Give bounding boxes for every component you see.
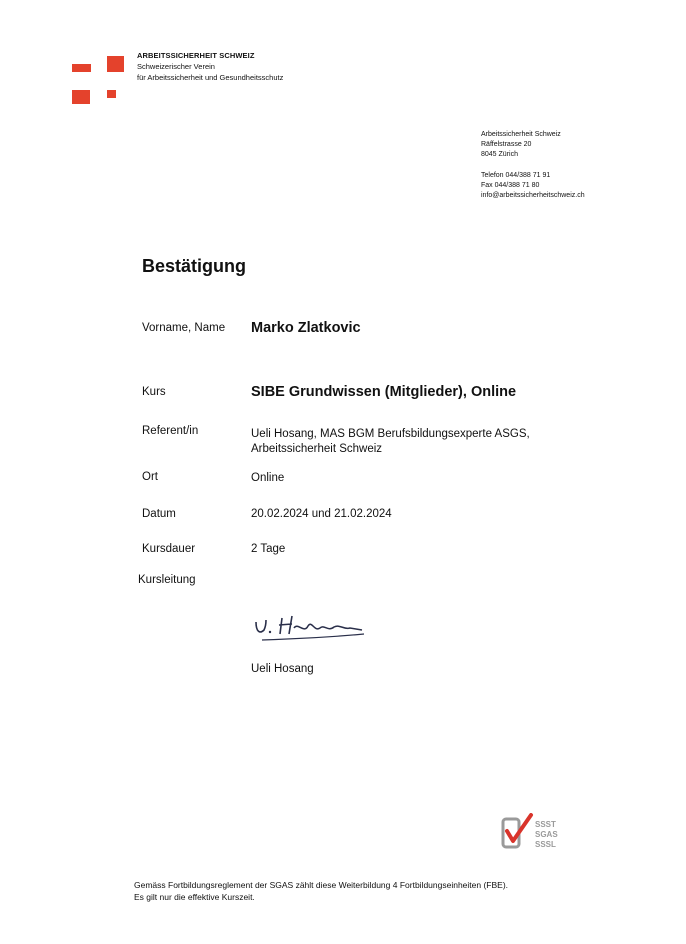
stamp-line-2: SGAS (535, 830, 558, 839)
course-value: SIBE Grundwissen (Mitglieder), Online (251, 384, 517, 400)
signature-image (252, 608, 372, 648)
footer-note-1: Gemäss Fortbildungsreglement der SGAS zählt diese Weiterbildung 4 Fortbildungseinheiten (FBE). (134, 880, 509, 890)
address-fax: Fax 044/388 71 80 (481, 182, 540, 189)
duration-value: 2 Tage (251, 543, 286, 555)
sgas-certification-logo (501, 813, 565, 853)
signatory-name: Ueli Hosang (251, 663, 314, 675)
referent-label: Referent/in (142, 425, 199, 437)
name-value: Marko Zlatkovic (251, 320, 361, 336)
referent-value-1: Ueli Hosang, MAS BGM Berufsbildungsexperte ASGS, (251, 428, 530, 440)
date-value: 20.02.2024 und 21.02.2024 (251, 508, 392, 520)
footer-note-2: Es gilt nur die effektive Kurszeit. (134, 892, 255, 902)
address-line-1: Arbeitssicherheit Schweiz (481, 131, 561, 138)
duration-label: Kursdauer (142, 543, 196, 555)
address-phone: Telefon 044/388 71 91 (481, 172, 551, 179)
logo-square (107, 56, 124, 72)
location-value: Online (251, 472, 285, 484)
logo-square (107, 90, 116, 98)
date-label: Datum (142, 508, 176, 520)
logo-square (72, 64, 91, 72)
course-lead-label: Kursleitung (138, 574, 196, 586)
logo-square (72, 90, 90, 104)
course-label: Kurs (142, 386, 166, 398)
document-title: Bestätigung (142, 256, 247, 276)
address-line-2: Räffelstrasse 20 (481, 141, 532, 148)
stamp-line-3: SSSL (535, 840, 556, 849)
org-subtitle-1: Schweizerischer Verein (137, 62, 215, 71)
org-subtitle-2: für Arbeitssicherheit und Gesundheitsschutz (137, 73, 284, 82)
stamp-line-1: SSST (535, 820, 556, 829)
referent-value-2: Arbeitssicherheit Schweiz (251, 443, 383, 455)
address-email: info@arbeitssicherheitschweiz.ch (481, 192, 585, 199)
name-label: Vorname, Name (142, 322, 226, 334)
location-label: Ort (142, 471, 158, 483)
address-line-3: 8045 Zürich (481, 151, 518, 158)
org-name: ARBEITSSICHERHEIT SCHWEIZ (137, 51, 255, 60)
